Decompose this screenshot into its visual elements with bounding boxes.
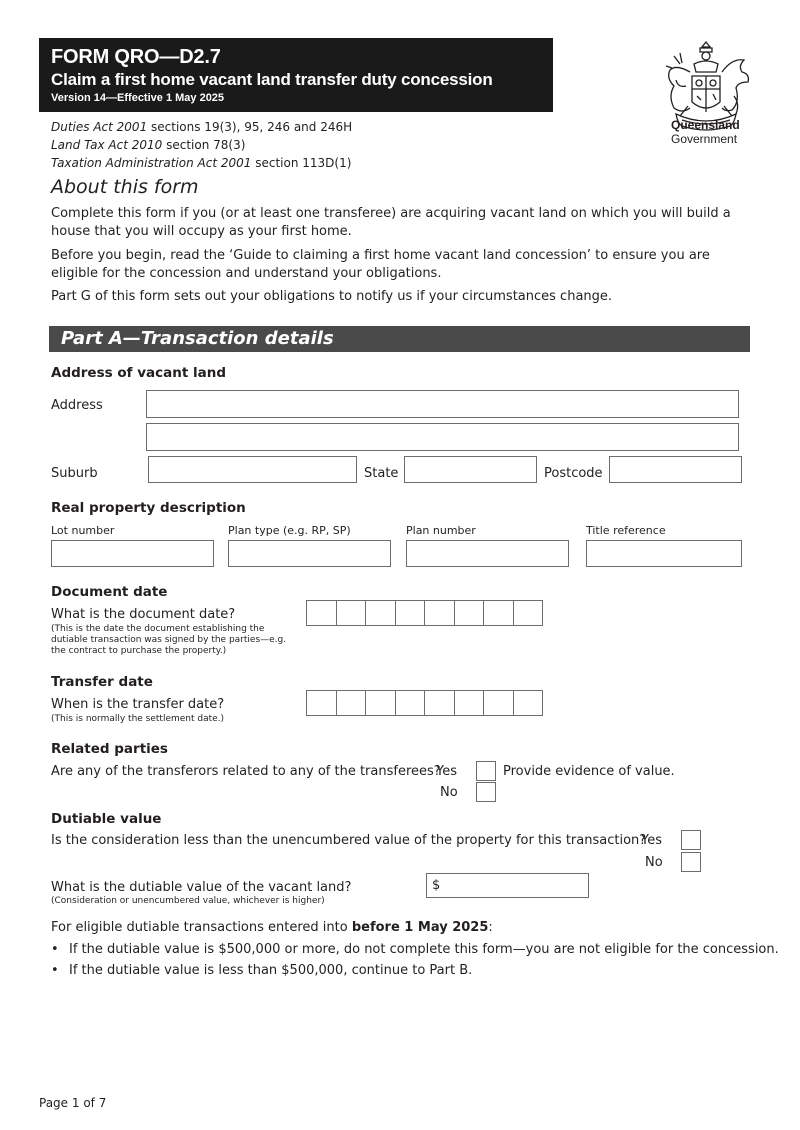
suburb-label: Suburb: [51, 466, 98, 481]
qld-logo-government: Government: [671, 132, 738, 146]
transfer-date-note: (This is normally the settlement date.): [51, 714, 225, 724]
transfer-date-heading: Transfer date: [51, 674, 153, 690]
plan-type-field[interactable]: [228, 540, 391, 567]
related-parties-question: Are any of the transferors related to any of the transferees?: [51, 764, 441, 779]
title-reference-field[interactable]: [586, 540, 742, 567]
about-paragraph-3: Part G of this form sets out your obligations to notify us if your circumstances change.: [51, 289, 613, 304]
eligibility-intro: For eligible dutiable transactions entered into before 1 May 2025:: [51, 920, 493, 935]
lot-number-field[interactable]: [51, 540, 214, 567]
related-yes-checkbox[interactable]: [476, 761, 496, 781]
suburb-field[interactable]: [148, 456, 357, 483]
date-digit-box[interactable]: [424, 600, 455, 626]
currency-symbol: $: [432, 878, 441, 893]
date-digit-box[interactable]: [365, 600, 396, 626]
about-paragraph-2: Before you begin, read the ‘Guide to claiming a first home vacant land concession’ to ensure you are eligible for the concession and understand your obligations.: [51, 248, 710, 281]
consideration-no-label: No: [645, 855, 663, 870]
about-heading: About this form: [51, 176, 199, 198]
form-version: Version 14—Effective 1 May 2025: [51, 92, 225, 104]
state-field[interactable]: [404, 456, 537, 483]
address-label: Address: [51, 398, 103, 413]
address-heading: Address of vacant land: [51, 365, 227, 381]
part-a-heading: Part A—Transaction details: [49, 326, 750, 352]
page-number: Page 1 of 7: [39, 1096, 107, 1110]
consideration-no-checkbox[interactable]: [681, 852, 701, 872]
related-no-checkbox[interactable]: [476, 782, 496, 802]
consideration-yes-checkbox[interactable]: [681, 830, 701, 850]
date-digit-box[interactable]: [395, 600, 426, 626]
transfer-date-question: When is the transfer date?: [51, 697, 225, 712]
document-date-question: What is the document date?: [51, 607, 236, 622]
consideration-question: Is the consideration less than the unencumbered value of the property for this transaction?: [51, 833, 647, 848]
related-parties-heading: Related parties: [51, 741, 168, 757]
state-label: State: [364, 466, 399, 481]
list-item: • If the dutiable value is less than $500,000, continue to Part B.: [51, 963, 473, 978]
title-reference-label: Title reference: [586, 524, 666, 537]
date-digit-box[interactable]: [306, 600, 337, 626]
date-digit-box[interactable]: [513, 690, 544, 716]
plan-type-label: Plan type (e.g. RP, SP): [228, 524, 351, 537]
postcode-label: Postcode: [544, 466, 603, 481]
date-digit-box[interactable]: [365, 690, 396, 716]
address-line-1-field[interactable]: [146, 390, 739, 418]
legislation-list: [51, 118, 352, 172]
date-digit-box[interactable]: [336, 600, 367, 626]
list-item: • If the dutiable value is $500,000 or more, do not complete this form—you are not eligible for the concession.: [51, 942, 779, 957]
form-code: FORM QRO—D2.7: [51, 46, 221, 68]
date-digit-box[interactable]: [483, 600, 514, 626]
related-no-label: No: [440, 785, 458, 800]
legislation-item: Duties Act 2001 sections 19(3), 95, 246 and 246H: [51, 120, 353, 134]
date-digit-box[interactable]: [395, 690, 426, 716]
transfer-date-field[interactable]: [306, 690, 542, 716]
qld-logo-name: Queensland: [671, 118, 740, 132]
lot-number-label: Lot number: [51, 524, 115, 537]
form-title: Claim a first home vacant land transfer duty concession: [51, 70, 493, 89]
dutiable-value-field[interactable]: [426, 873, 589, 898]
about-paragraph-1: Complete this form if you (or at least one transferee) are acquiring vacant land on which you will build a house that you will occupy as your first home.: [51, 206, 731, 239]
postcode-field[interactable]: [609, 456, 742, 483]
consideration-yes-label: Yes: [641, 833, 662, 848]
form-header: [39, 38, 553, 112]
dutiable-value-heading: Dutiable value: [51, 811, 162, 827]
address-line-2-field[interactable]: [146, 423, 739, 451]
legislation-item: Land Tax Act 2010 section 78(3): [51, 138, 246, 152]
document-date-note: (This is the date the document establishing the dutiable transaction was signed by the parties—e.g. the contract to purchase the property.): [51, 624, 287, 656]
dutiable-value-question: What is the dutiable value of the vacant land?: [51, 880, 352, 895]
date-digit-box[interactable]: [513, 600, 544, 626]
plan-number-label: Plan number: [406, 524, 476, 537]
document-date-heading: Document date: [51, 584, 168, 600]
plan-number-field[interactable]: [406, 540, 569, 567]
property-heading: Real property description: [51, 500, 246, 516]
legislation-item: Taxation Administration Act 2001 section 113D(1): [51, 156, 352, 170]
document-date-field[interactable]: [306, 600, 542, 626]
dutiable-value-note: (Consideration or unencumbered value, whichever is higher): [51, 896, 325, 906]
date-digit-box[interactable]: [483, 690, 514, 716]
date-digit-box[interactable]: [424, 690, 455, 716]
related-yes-label: Yes: [436, 764, 457, 779]
date-digit-box[interactable]: [454, 600, 485, 626]
date-digit-box[interactable]: [306, 690, 337, 716]
date-digit-box[interactable]: [454, 690, 485, 716]
evidence-note: Provide evidence of value.: [503, 764, 675, 779]
date-digit-box[interactable]: [336, 690, 367, 716]
